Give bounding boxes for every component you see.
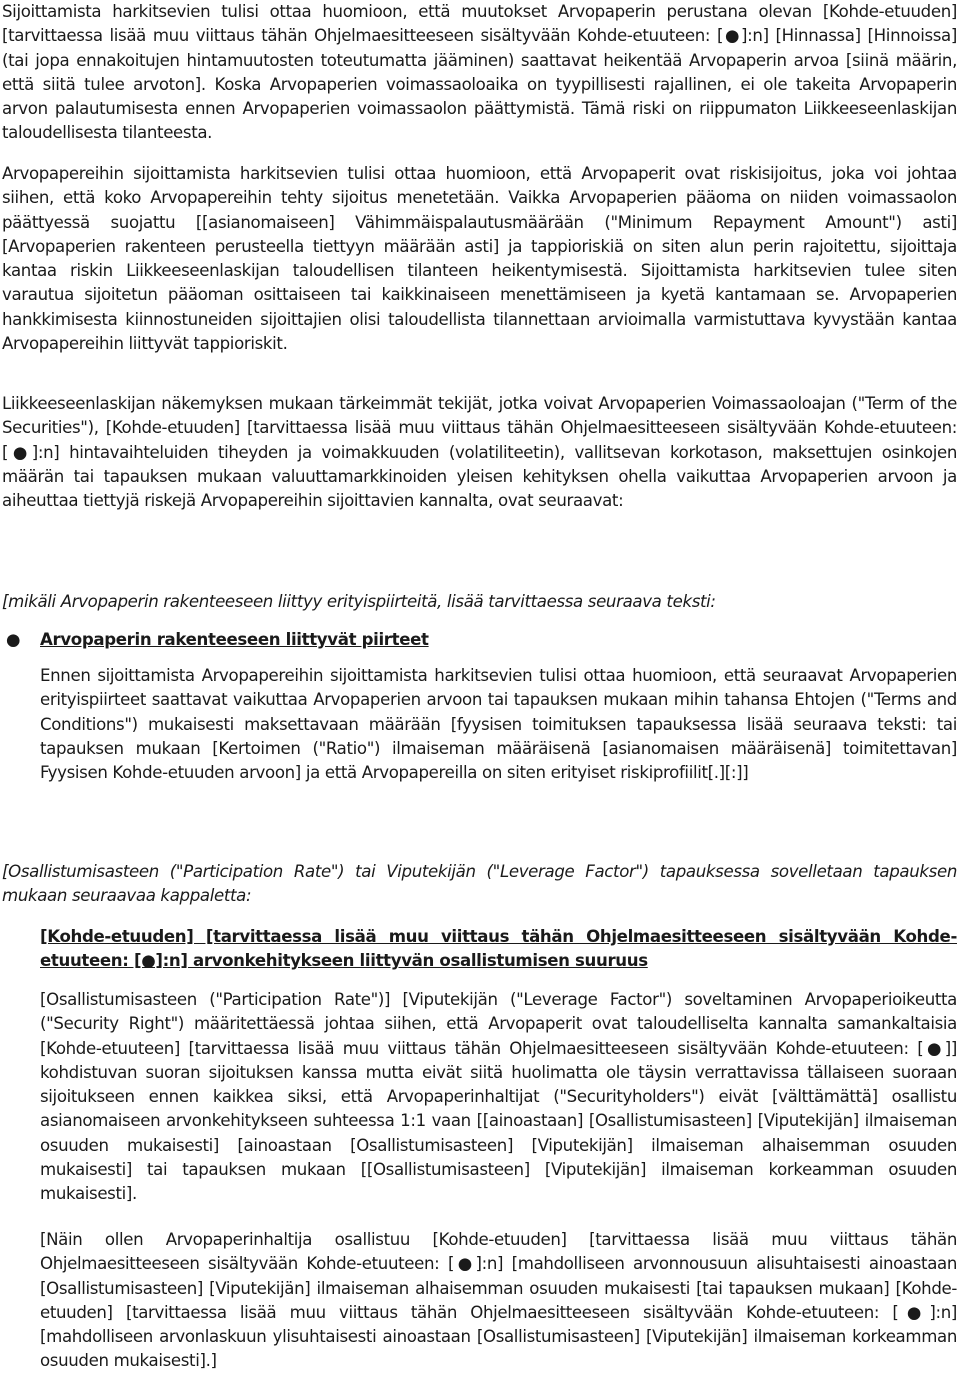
- section-heading-participation: [Kohde-etuuden] [tarvittaessa lisää muu viittaus tähän Ohjelmaesitteeseen sisältyvään Kohde-etuuteen: [●]:n] arvonkehitykseen liittyvän osallistumisen suuruus: [40, 927, 957, 971]
- paragraph-participation-rate: [Osallistumisasteen ("Participation Rate")] [Viputekijän ("Leverage Factor") soveltaminen Arvopaperioikeutta ("Security Right") määritettäessä johtaa siihen, että Arvopaperit ovat taloudelliselta kannalta samankaltaisia [Kohde-etuuteen] [tarvittaessa lisää muu viittaus tähän Ohjelmaesitteeseen sisältyvään Kohde-etuuteen: [●]] kohdistuvan suoran sijoituksen kanssa mutta eivät siitä huolimatta ole täysin verrattavissa tällaiseen suoraan sijoitukseen ennen kaikkea siksi, että Arvopaperinhaltijat ("Securityholders") eivät [välttämättä] osallistu asianomaiseen arvonkehitykseen suhteessa 1:1 vaan [[ainoastaan] [Osallistumisasteen] [Viputekijän] ilmaiseman osuuden mukaisesti] [ainoastaan [Osallistumisasteen] [Viputekijän] ilmaiseman alhaisemman osuuden mukaisesti] tai tapauksen mukaan [[Osallistumisasteen] [Viputekijän] ilmaiseman korkeamman osuuden mukaisesti].: [40, 990, 957, 1204]
- paragraph-structure-instruction: [mikäli Arvopaperin rakenteeseen liittyy erityispiirteitä, lisää tarvittaessa seuraava teksti:: [2, 592, 716, 611]
- section-heading-structure: Arvopaperin rakenteeseen liittyvät piirteet: [40, 630, 429, 649]
- bullet-dot-icon: ●: [6, 630, 21, 649]
- paragraph-participation-consequence: [Näin ollen Arvopaperinhaltija osallistuu [Kohde-etuuden] [tarvittaessa lisää muu viittaus tähän Ohjelmaesitteeseen sisältyvään Kohde-etuuteen: [●]:n] [mahdolliseen arvonnousuun alisuhtaisesti ainoastaan [Osallistumisasteen] [Viputekijän] ilmaiseman alhaisemman osuuden mukaisesti [tai tapauksen mukaan] [Kohde-etuuden] [tarvittaessa lisää muu viittaus tähän Ohjelmaesitteeseen sisältyvään Kohde-etuuteen: [●]:n] [mahdolliseen arvonlaskuun ylisuhtaisesti ainoastaan [Osallistumisasteen] [Viputekijän] ilmaiseman korkeamman osuuden mukaisesti].]: [40, 1230, 957, 1371]
- bullet-item-structure: [2, 628, 957, 654]
- paragraph-price-risk: Sijoittamista harkitsevien tulisi ottaa huomioon, että muutokset Arvopaperin perustana olevan [Kohde-etuuden] [tarvittaessa lisää muu viittaus tähän Ohjelmaesitteeseen sisältyvään Kohde-etuuteen: [●]:n] [Hinnassa] [Hinnoissa] (tai jopa ennakoitujen hintamuutosten toteutumatta jääminen) saattavat heikentää Arvopaperin arvoa [siinä määrin, että siitä tulee arvoton]. Koska Arvopaperien voimassaoloaika on tyypillisesti rajallinen, ei ole takeita Arvopaperin arvon palautumisesta ennen Arvopaperien voimassaolon päättymistä. Tämä riski on riippumaton Liikkeeseenlaskijan taloudellisesta tilanteesta.: [2, 2, 957, 143]
- paragraph-participation-instruction: [2, 860, 957, 909]
- paragraph-risk-investment: Arvopapereihin sijoittamista harkitsevien tulisi ottaa huomioon, että Arvopaperit ovat riskisijoitus, joka voi johtaa siihen, että koko Arvopapereihin tehty sijoitus menetetään. Vaikka Arvopaperien pääoma on niiden voimassaolon päättyessä suojattu [[asianomaiseen] Vähimmäispalautusmäärään ("Minimum Repayment Amount") asti] [Arvopaperien rakenteen perusteella tiettyyn määrään asti] ja tappioriskiä on siten alun perin rajoitettu, sijoittaja kantaa riskin Liikkeeseenlaskijan taloudellisen tilanteen heikentymisestä. Sijoittamista harkitsevien tulee siten varautua sijoitetun pääoman osittaiseen tai kaikkinaiseen menettämiseen ja kyetä kantamaan se. Arvopaperien hankkimisesta kiinnostuneiden sijoittajien olisi taloudellista tilannettaan arvioimalla varmistuttava kyvystään kantaa Arvopapereihin liittyvät tappioriskit.: [2, 164, 957, 354]
- participation-instruction-text: [Osallistumisasteen ("Participation Rate") tai Viputekijän ("Leverage Factor") tapauksessa sovelletaan tapauksen mukaan seuraavaa kappaletta:: [2, 862, 957, 906]
- paragraph-key-factors: Liikkeeseenlaskijan näkemyksen mukaan tärkeimmät tekijät, jotka voivat Arvopaperien Voimassaoloajan ("Term of the Securities"), [Kohde-etuuden] [tarvittaessa lisää muu viittaus tähän Ohjelmaesitteeseen sisältyvään Kohde-etuuteen: [●]:n] hintavaihteluiden tiheyden ja voimakkuuden (volatiliteetin), vallitsevan korkotason, maksettujen osinkojen määrän tai tapauksen mukaan valuuttamarkkinoiden yleisen kehityksen ohella vaikuttaa Arvopaperien arvoon ja aiheuttaa tiettyjä riskejä Arvopapereihin sijoittavien kannalta, ovat seuraavat:: [2, 394, 957, 511]
- paragraph-structure-features: Ennen sijoittamista Arvopapereihin sijoittamista harkitsevien tulisi ottaa huomioon, että seuraavat Arvopaperien erityispiirteet saattavat vaikuttaa Arvopaperien arvoon tai tapauksen mukaan mihin tahansa Ehtojen ("Terms and Conditions") mukaisesti maksettavaan määrään [fyysisen toimituksen tapauksessa lisää seuraava teksti: tai tapauksen mukaan [Kertoimen ("Ratio") ilmaiseman määräisenä [asianomaisen määräisenä] toimitettavan] Fyysisen Kohde-etuuden arvoon] ja että Arvopapereilla on siten erityiset riskiprofiilit[.][:]]: [40, 666, 957, 783]
